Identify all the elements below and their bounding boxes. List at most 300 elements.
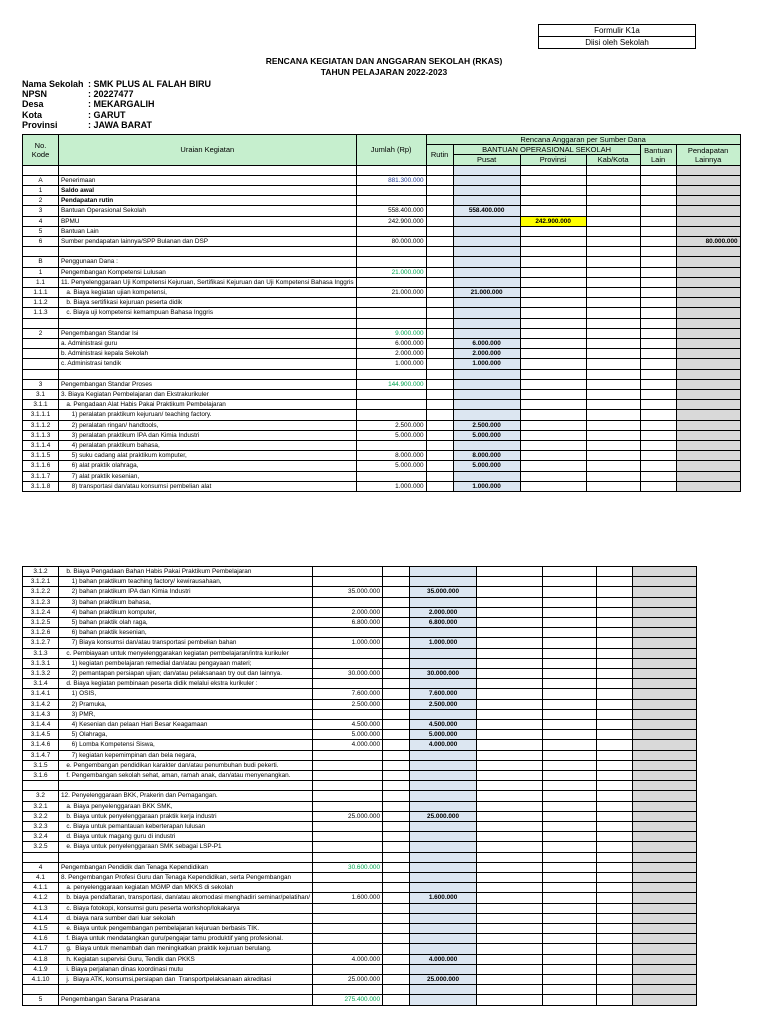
cell-rutin [383,832,410,842]
cell-kabkota [543,995,597,1005]
cell-kode: 3.1.2 [23,567,59,577]
cell-provinsi [477,934,543,944]
cell-jumlah [356,226,426,236]
cell-pendapatan-lainnya [633,781,697,791]
cell-pusat [453,237,520,247]
cell-pendapatan-lainnya [676,359,740,369]
cell-rutin [426,298,453,308]
cell-bantuan-lain [597,944,633,954]
cell-pusat [410,964,477,974]
cell-kode: 3.1.4.6 [23,740,59,750]
cell-rutin [383,944,410,954]
cell-kode [23,781,59,791]
cell-bantuan-lain [640,471,676,481]
cell-jumlah [313,760,383,770]
cell-provinsi [520,165,586,175]
cell-bantuan-lain [597,862,633,872]
cell-kode [23,339,59,349]
table-row [23,720,697,730]
cell-bantuan-lain [597,679,633,689]
cell-jumlah: 1.600.000 [313,893,383,903]
cell-provinsi [477,791,543,801]
table-row [23,226,741,236]
school-info-value: : JAWA BARAT [88,119,152,130]
cell-kabkota [543,801,597,811]
cell-jumlah [313,679,383,689]
cell-jumlah: 4.000.000 [313,740,383,750]
cell-uraian: e. Biaya untuk penyelenggaraan SMK sebagai LSP-P1 [59,842,313,852]
document-title: RENCANA KEGIATAN DAN ANGGARAN SEKOLAH (RKAS) [265,56,503,66]
cell-bantuan-lain [640,277,676,287]
cell-kabkota [586,461,640,471]
cell-provinsi [520,359,586,369]
cell-kode: 3.2.3 [23,822,59,832]
cell-kode: 4.1.4 [23,913,59,923]
cell-bantuan-lain [597,883,633,893]
cell-kode: 4.1 [23,873,59,883]
school-info-key: Nama Sekolah [22,79,84,89]
cell-rutin [426,481,453,491]
cell-kabkota [543,924,597,934]
cell-pusat: 1.000.000 [453,481,520,491]
table-row [23,587,697,597]
cell-provinsi [477,699,543,709]
cell-jumlah [313,924,383,934]
cell-rutin [426,410,453,420]
cell-uraian: c. Biaya uji kompetensi kemampuan Bahasa Inggris [59,308,357,318]
cell-uraian: Pengembangan Pendidik dan Tenaga Kependidikan [59,862,313,872]
cell-provinsi [477,648,543,658]
cell-pendapatan-lainnya [676,441,740,451]
cell-jumlah [356,318,426,328]
table-row [23,481,741,491]
cell-uraian: 3. Biaya Kegiatan Pembelajaran dan Ekstrakurikuler [59,390,357,400]
cell-pusat [410,913,477,923]
cell-pusat: 1.600.000 [410,893,477,903]
cell-provinsi [477,975,543,985]
cell-kode: 3.1.4.4 [23,720,59,730]
school-info-key: Kota [22,109,42,120]
cell-pendapatan-lainnya [633,658,697,668]
cell-jumlah: 1.000.000 [313,638,383,648]
cell-provinsi [477,862,543,872]
budget-rows-page-1 [23,165,741,491]
cell-rutin [426,328,453,338]
cell-kabkota [586,247,640,257]
cell-pendapatan-lainnya [676,379,740,389]
cell-kode: A [23,175,59,185]
cell-kabkota [586,237,640,247]
cell-uraian: 4) peralatan praktikum bahasa, [59,441,357,451]
table-row [23,781,697,791]
cell-uraian: c. Administrasi tendik [59,359,357,369]
cell-kabkota [543,873,597,883]
cell-kode: 3.1.3.2 [23,669,59,679]
cell-jumlah: 30.000.000 [313,669,383,679]
cell-kabkota [543,577,597,587]
cell-kabkota [543,822,597,832]
cell-uraian: d. Biaya kegiatan pembinaan peserta didik melalui ekstra kurikuler : [59,679,313,689]
cell-uraian: 5) bahan praktik olah raga, [59,618,313,628]
cell-pusat: 4.000.000 [410,954,477,964]
cell-kabkota [543,903,597,913]
cell-jumlah: 4.000.000 [313,954,383,964]
cell-provinsi [520,318,586,328]
cell-bantuan-lain [640,441,676,451]
table-row [23,862,697,872]
cell-rutin [426,186,453,196]
school-info [22,79,211,130]
cell-pendapatan-lainnya [633,740,697,750]
cell-pendapatan-lainnya [676,175,740,185]
cell-uraian: 4) bahan praktikum komputer, [59,607,313,617]
cell-uraian: 5) Olahraga, [59,730,313,740]
cell-bantuan-lain [640,481,676,491]
cell-bantuan-lain [597,781,633,791]
cell-provinsi [520,430,586,440]
cell-jumlah: 242.900.000 [356,216,426,226]
cell-provinsi [477,842,543,852]
cell-jumlah [313,791,383,801]
cell-bantuan-lain [640,298,676,308]
cell-rutin [383,699,410,709]
cell-pusat [453,165,520,175]
school-info-row [22,110,211,120]
cell-pendapatan-lainnya [676,471,740,481]
cell-uraian: 1) peralatan praktikum kejuruan/ teaching factory. [59,410,357,420]
school-info-key: NPSN [22,89,48,100]
cell-bantuan-lain [640,206,676,216]
table-row [23,934,697,944]
cell-provinsi [520,277,586,287]
cell-kode [23,247,59,257]
cell-pendapatan-lainnya [633,679,697,689]
cell-provinsi [520,390,586,400]
cell-pendapatan-lainnya [633,618,697,628]
cell-pusat [453,390,520,400]
cell-rutin [383,873,410,883]
cell-provinsi [520,237,586,247]
cell-bantuan-lain [597,873,633,883]
table-row [23,618,697,628]
table-row [23,277,741,287]
cell-rutin [426,308,453,318]
table-row [23,689,697,699]
cell-bantuan-lain [597,689,633,699]
table-row [23,832,697,842]
cell-pusat [410,883,477,893]
school-info-row [22,89,211,99]
table-row [23,420,741,430]
cell-pusat [410,934,477,944]
cell-uraian: 3) bahan praktikum bahasa, [59,597,313,607]
cell-bantuan-lain [640,165,676,175]
cell-kabkota [586,328,640,338]
cell-kabkota [543,913,597,923]
cell-jumlah: 25.000.000 [313,811,383,821]
cell-kode: 4.1.6 [23,934,59,944]
cell-jumlah [356,257,426,267]
cell-provinsi [520,369,586,379]
cell-provinsi [520,339,586,349]
cell-uraian: a. Biaya kegiatan ujian kompetensi, [59,288,357,298]
cell-kabkota [543,985,597,995]
cell-pendapatan-lainnya [633,597,697,607]
cell-rutin [426,216,453,226]
cell-kode: 3.2 [23,791,59,801]
cell-uraian: b. Biaya sertifikasi kejuruan peserta didik [59,298,357,308]
cell-kabkota [543,975,597,985]
cell-kode: 2 [23,196,59,206]
cell-rutin [383,811,410,821]
cell-kabkota [543,658,597,668]
cell-uraian: c. Biaya fotokopi, konsumsi guru peserta workshop/lokakarya [59,903,313,913]
table-row [23,913,697,923]
cell-bantuan-lain [597,954,633,964]
cell-provinsi [520,196,586,206]
cell-uraian [59,318,357,328]
table-row [23,699,697,709]
cell-jumlah: 2.500.000 [313,699,383,709]
cell-kode: 1 [23,186,59,196]
cell-pendapatan-lainnya [633,811,697,821]
cell-jumlah: 5.000.000 [313,730,383,740]
cell-pendapatan-lainnya [676,318,740,328]
cell-kabkota [586,257,640,267]
cell-jumlah: 275.400.000 [313,995,383,1005]
table-row [23,247,741,257]
cell-kabkota [586,175,640,185]
cell-jumlah: 5.000.000 [356,461,426,471]
cell-pusat [453,369,520,379]
header-bantuan-lain: Bantuan Lain [640,145,676,165]
cell-rutin [383,934,410,944]
cell-pusat: 2.000.000 [410,607,477,617]
cell-provinsi [477,587,543,597]
table-row [23,822,697,832]
cell-rutin [426,247,453,257]
cell-rutin [383,903,410,913]
table-row [23,903,697,913]
cell-rutin [383,883,410,893]
cell-jumlah [313,873,383,883]
cell-pendapatan-lainnya [633,791,697,801]
table-row [23,288,741,298]
table-row [23,873,697,883]
cell-jumlah [356,410,426,420]
cell-uraian: b. Biaya Pengadaan Bahan Habis Pakai Praktikum Pembelajaran [59,567,313,577]
cell-kabkota [543,720,597,730]
cell-rutin [383,587,410,597]
cell-pusat: 2.000.000 [453,349,520,359]
cell-rutin [426,369,453,379]
cell-rutin [426,165,453,175]
cell-pusat [410,842,477,852]
cell-kode: 3.2.2 [23,811,59,821]
cell-bantuan-lain [597,913,633,923]
cell-rutin [383,771,410,781]
cell-pusat [453,400,520,410]
cell-pusat [453,471,520,481]
cell-provinsi [477,567,543,577]
cell-jumlah: 1.000.000 [356,359,426,369]
cell-rutin [383,750,410,760]
cell-bantuan-lain [640,461,676,471]
cell-pendapatan-lainnya [633,587,697,597]
header-kabkota: Kab/Kota [586,155,640,165]
cell-rutin [426,430,453,440]
cell-kabkota [586,430,640,440]
cell-bantuan-lain [640,175,676,185]
cell-uraian: 2) bahan praktikum IPA dan Kimia Industri [59,587,313,597]
table-row [23,441,741,451]
cell-kabkota [586,206,640,216]
cell-uraian: Sumber pendapatan lainnya/SPP Bulanan dan DSP [59,237,357,247]
form-note: Diisi oleh Sekolah [539,36,695,48]
cell-uraian: Pengembangan Standar Proses [59,379,357,389]
cell-kode: 4.1.7 [23,944,59,954]
header-rencana: Rencana Anggaran per Sumber Dana [426,135,740,145]
cell-uraian: Pengembangan Standar Isi [59,328,357,338]
cell-bantuan-lain [640,430,676,440]
cell-kabkota [543,597,597,607]
table-row [23,451,741,461]
cell-pendapatan-lainnya [676,288,740,298]
table-row [23,842,697,852]
cell-rutin [383,913,410,923]
cell-kabkota [586,196,640,206]
cell-jumlah [313,648,383,658]
cell-jumlah [356,277,426,287]
cell-jumlah [313,771,383,781]
cell-bantuan-lain [640,359,676,369]
cell-uraian: Penggunaan Dana : [59,257,357,267]
cell-kabkota [586,471,640,481]
cell-bantuan-lain [597,720,633,730]
cell-kode: 3.1.1.4 [23,441,59,451]
cell-pusat: 1.000.000 [410,638,477,648]
cell-jumlah [313,934,383,944]
cell-rutin [383,822,410,832]
cell-pusat [453,379,520,389]
cell-provinsi [477,771,543,781]
cell-jumlah: 30.600.000 [313,862,383,872]
cell-kabkota [586,400,640,410]
cell-kode: 5 [23,226,59,236]
table-row [23,709,697,719]
cell-pendapatan-lainnya [633,760,697,770]
cell-pendapatan-lainnya [633,801,697,811]
header-pusat: Pusat [453,155,520,165]
cell-pusat: 1.000.000 [453,359,520,369]
cell-jumlah [313,658,383,668]
cell-pendapatan-lainnya [633,689,697,699]
cell-kode: 3.1.4.1 [23,689,59,699]
cell-pendapatan-lainnya [633,567,697,577]
cell-kode: 3.1.2.5 [23,618,59,628]
table-row [23,318,741,328]
header-pendapatan-lainnya: Pendapatan Lainnya [676,145,740,165]
cell-bantuan-lain [597,628,633,638]
table-row [23,369,741,379]
cell-kode: 3.1.1.5 [23,451,59,461]
cell-uraian: Penerimaan [59,175,357,185]
cell-uraian: d. Biaya untuk magang guru di industri [59,832,313,842]
cell-bantuan-lain [597,852,633,862]
cell-uraian: a. Biaya penyelenggaraan BKK SMK, [59,801,313,811]
cell-pendapatan-lainnya [633,924,697,934]
cell-bantuan-lain [640,257,676,267]
cell-provinsi [477,689,543,699]
cell-bantuan-lain [597,699,633,709]
cell-uraian: e. Pengembangan pendidikan karakter dan/atau penumbuhan budi pekerti. [59,760,313,770]
table-row [23,750,697,760]
cell-pusat [410,709,477,719]
cell-jumlah: 6.800.000 [313,618,383,628]
cell-uraian: i. Biaya perjalanan dinas koordinasi mutu [59,964,313,974]
cell-uraian: j. Biaya ATK, konsumsi,persiapan dan Transportpelaksanaan akreditasi [59,975,313,985]
cell-bantuan-lain [640,196,676,206]
cell-provinsi [520,226,586,236]
table-row [23,175,741,185]
cell-jumlah: 881.300.000 [356,175,426,185]
cell-kabkota [543,852,597,862]
cell-bantuan-lain [640,308,676,318]
cell-rutin [383,638,410,648]
cell-rutin [383,720,410,730]
school-info-value: : MEKARGALIH [88,99,155,110]
cell-kabkota [543,842,597,852]
cell-uraian: a. Administrasi guru [59,339,357,349]
cell-rutin [383,658,410,668]
cell-rutin [426,318,453,328]
cell-bantuan-lain [597,648,633,658]
cell-pusat [410,862,477,872]
cell-pendapatan-lainnya [633,995,697,1005]
cell-rutin [426,390,453,400]
cell-kode: 3.1.2.6 [23,628,59,638]
table-row [23,165,741,175]
cell-uraian [59,852,313,862]
cell-bantuan-lain [597,995,633,1005]
cell-pendapatan-lainnya [633,720,697,730]
cell-uraian: Bantuan Operasional Sekolah [59,206,357,216]
table-row [23,430,741,440]
cell-kabkota [543,944,597,954]
cell-kode: 3.1.1.2 [23,420,59,430]
cell-pendapatan-lainnya [676,410,740,420]
cell-jumlah: 35.000.000 [313,587,383,597]
cell-provinsi [477,740,543,750]
cell-rutin [383,607,410,617]
cell-bantuan-lain [597,607,633,617]
cell-jumlah [313,944,383,954]
cell-bantuan-lain [640,400,676,410]
cell-kabkota [586,441,640,451]
cell-kode: 3.1 [23,390,59,400]
cell-kode: 4.1.9 [23,964,59,974]
cell-uraian: h. Kegiatan supervisi Guru, Tendik dan PKKS [59,954,313,964]
cell-provinsi [477,832,543,842]
cell-provinsi: 242.900.000 [520,216,586,226]
cell-pendapatan-lainnya [633,832,697,842]
cell-bantuan-lain [597,975,633,985]
cell-rutin [383,842,410,852]
cell-rutin [426,471,453,481]
table-row [23,975,697,985]
table-row [23,638,697,648]
cell-kode: 4.1.1 [23,883,59,893]
